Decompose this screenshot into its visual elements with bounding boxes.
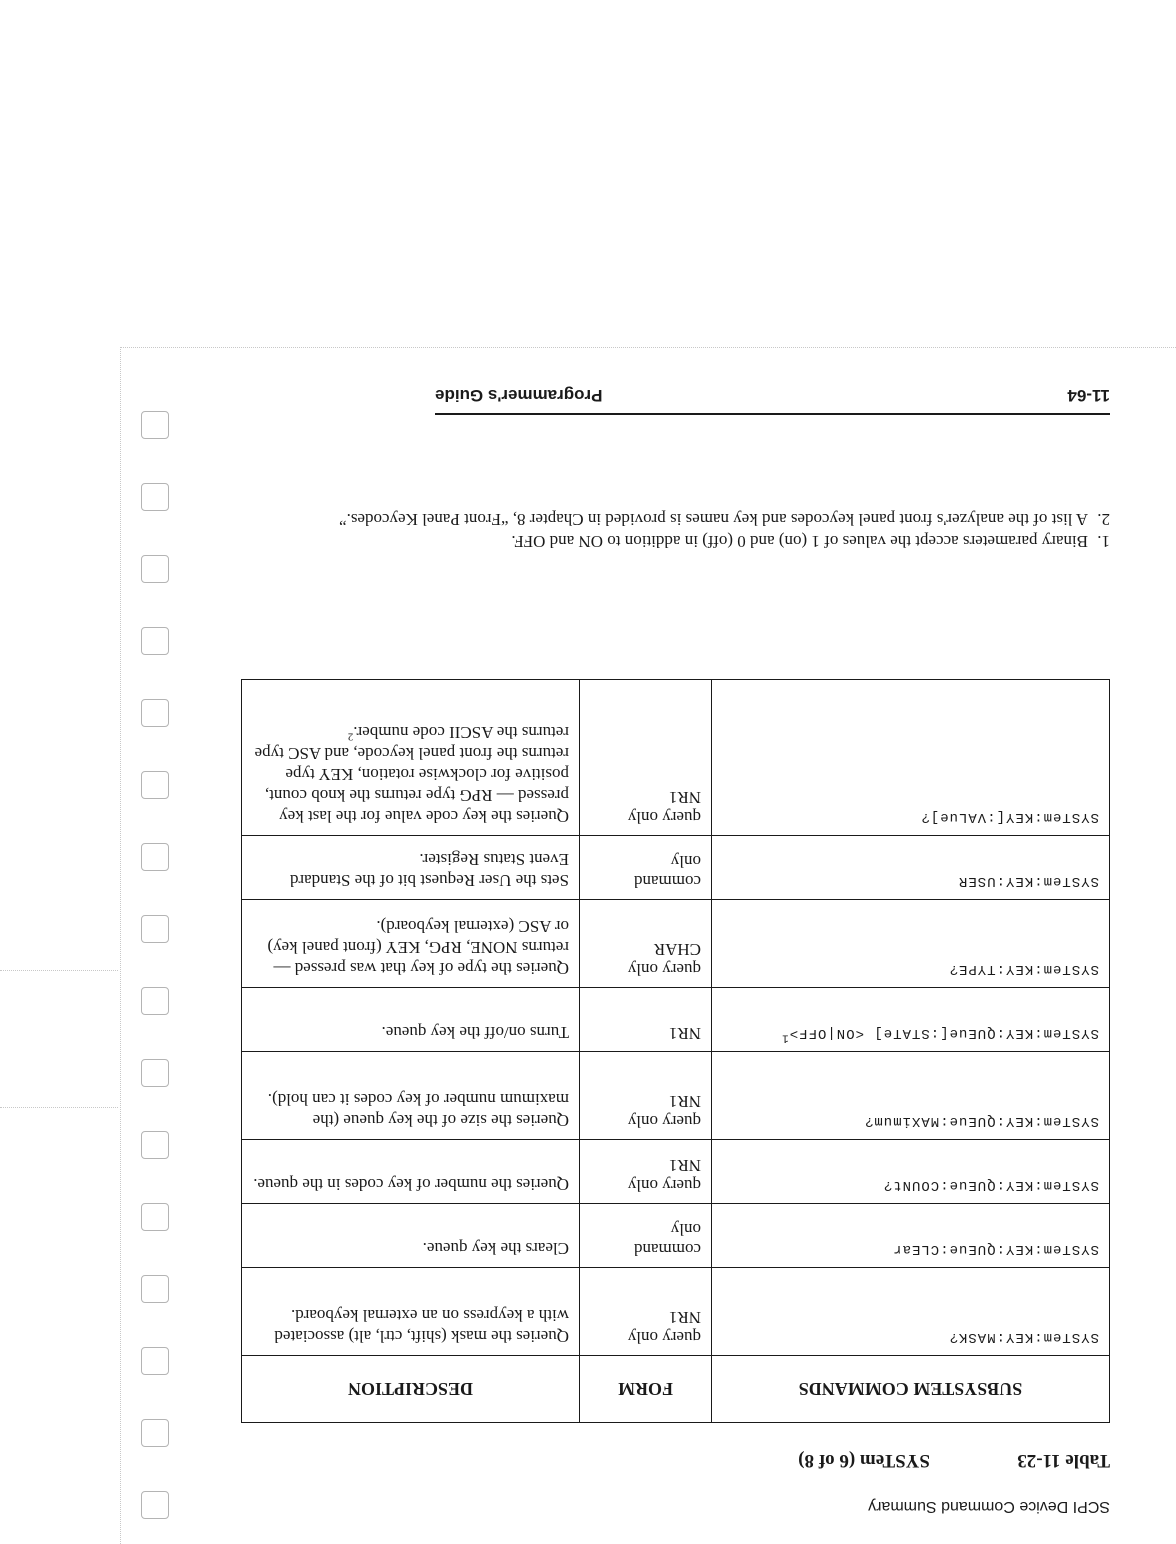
form-line: only (670, 852, 701, 871)
table-row (242, 680, 1110, 836)
rotated-page-content (240, 380, 1110, 1515)
footnote-text: A list of the analyzer's front panel keycodes and key names is provided in Chapter 8, “Front Panel Keycodes.” (339, 510, 1088, 529)
form-line: query only (627, 1328, 701, 1347)
binder-hole (141, 1203, 169, 1231)
table-row (242, 1204, 1110, 1268)
binder-hole (141, 987, 169, 1015)
form-line: NR1 (668, 1308, 701, 1327)
form-line: CHAR (653, 940, 701, 959)
form-line: query only (627, 1112, 701, 1131)
table-name: SYSTem (6 of 8) (798, 1450, 930, 1471)
command-text: SYSTem:KEY:QUEue[:STATe] <ON|OFF> (788, 1025, 1099, 1041)
scan-edge-left (120, 347, 121, 1544)
scan-mark (0, 970, 118, 971)
description-cell (242, 680, 580, 836)
form-line: command (633, 872, 701, 891)
binder-hole (141, 915, 169, 943)
command-cell: SYSTem:KEY[:VALue]? (712, 680, 1110, 836)
description-cell: Queries the mask (shift, ctrl, alt) associated with a keypress on an external keyboard. (242, 1268, 580, 1356)
binder-hole (141, 411, 169, 439)
table-row (242, 836, 1110, 900)
scan-edge-top (120, 347, 1176, 348)
footnote-ref: 2 (347, 730, 354, 743)
footnote (242, 508, 1110, 530)
binder-hole (141, 1419, 169, 1447)
command-cell: SYSTem:KEY:USER (712, 836, 1110, 900)
footnote-text: Binary parameters accept the values of 1 (on) and 0 (off) in addition to ON and OFF. (511, 532, 1088, 551)
running-head: SCPI Device Command Summary (868, 1498, 1110, 1515)
footnote (242, 530, 1110, 552)
description-cell: Queries the type of key that was pressed — returns NONE, RPG, KEY (front panel key) or ASC (external keyboard). (242, 900, 580, 988)
page-footer (435, 379, 1110, 415)
binder-hole (141, 483, 169, 511)
command-cell (712, 988, 1110, 1052)
form-cell (580, 680, 712, 836)
form-line: command (633, 1240, 701, 1259)
form-line: query only (627, 1176, 701, 1195)
form-cell (580, 1140, 712, 1204)
footnotes (242, 508, 1110, 552)
form-line: NR1 (668, 1092, 701, 1111)
binder-hole (141, 1275, 169, 1303)
scan-mark (0, 1107, 118, 1108)
binder-hole (141, 843, 169, 871)
footnote-ref: 1 (781, 1031, 789, 1044)
footnote-label: 2. (1097, 510, 1110, 529)
binder-hole (141, 699, 169, 727)
page-number: 11-64 (1067, 386, 1110, 405)
form-cell (580, 988, 712, 1052)
form-line: NR1 (668, 788, 701, 807)
table-row (242, 1268, 1110, 1356)
binder-hole (141, 1491, 169, 1519)
description-cell: Turns on/off the key queue. (242, 988, 580, 1052)
description-cell: Clears the key queue. (242, 1204, 580, 1268)
form-cell (580, 900, 712, 988)
table-header-row (242, 1356, 1110, 1423)
table-number: Table 11-23 (1017, 1450, 1110, 1471)
guide-title: Programmer's Guide (435, 386, 603, 405)
form-line: query only (627, 960, 701, 979)
description-cell: Sets the User Request bit of the Standard Event Status Register. (242, 836, 580, 900)
binder-hole (141, 627, 169, 655)
form-cell (580, 1204, 712, 1268)
description-text: Queries the key code value for the last key pressed — RPG type returns the knob count, positive for clockwise rotation, KEY type returns the front panel keycode, and ASC type returns the ASCII code number. (254, 723, 569, 826)
table-row (242, 988, 1110, 1052)
binder-hole (141, 555, 169, 583)
table-row (242, 1140, 1110, 1204)
table-row (242, 1052, 1110, 1140)
header-description: DESCRIPTION (242, 1356, 580, 1423)
command-cell: SYSTem:KEY:QUEue:MAXimum? (712, 1052, 1110, 1140)
command-cell: SYSTem:KEY:QUEue:CLEar (712, 1204, 1110, 1268)
table-row (242, 900, 1110, 988)
header-commands: SUBSYSTEM COMMANDS (712, 1356, 1110, 1423)
binder-holes (141, 0, 171, 1544)
command-cell: SYSTem:KEY:MASK? (712, 1268, 1110, 1356)
footnote-label: 1. (1097, 532, 1110, 551)
command-cell: SYSTem:KEY:TYPE? (712, 900, 1110, 988)
form-line: only (670, 1220, 701, 1239)
binder-hole (141, 1347, 169, 1375)
description-cell: Queries the number of key codes in the queue. (242, 1140, 580, 1204)
form-cell (580, 1052, 712, 1140)
form-line: NR1 (668, 1024, 701, 1043)
description-cell: Queries the size of the key queue (the maximum number of key codes it can hold). (242, 1052, 580, 1140)
header-form: FORM (580, 1356, 712, 1423)
command-table (241, 679, 1110, 1423)
form-line: NR1 (668, 1156, 701, 1175)
form-line: query only (627, 808, 701, 827)
binder-hole (141, 1131, 169, 1159)
form-cell (580, 1268, 712, 1356)
command-cell: SYSTem:KEY:QUEue:COUNt? (712, 1140, 1110, 1204)
binder-hole (141, 771, 169, 799)
table-title (240, 1445, 1110, 1471)
binder-hole (141, 1059, 169, 1087)
form-cell (580, 836, 712, 900)
